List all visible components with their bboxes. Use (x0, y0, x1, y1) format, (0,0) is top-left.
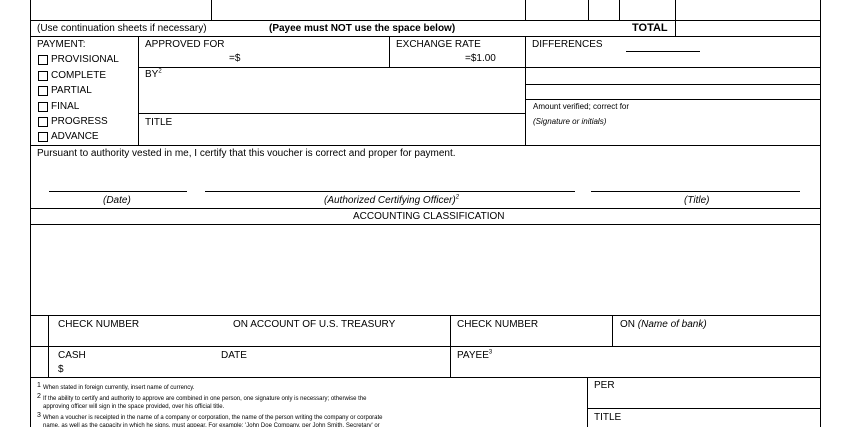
approval-title-label: TITLE (145, 117, 173, 128)
progress-checkbox[interactable] (38, 117, 48, 127)
check-divider (612, 315, 613, 347)
partial-label: PARTIAL (51, 85, 92, 96)
rule (30, 36, 821, 37)
complete-label: COMPLETE (51, 70, 107, 81)
signature-label: (Signature or initials) (533, 117, 607, 126)
exchange-rate-value: =$1.00 (465, 53, 496, 64)
rule (525, 84, 821, 85)
date-field[interactable] (49, 191, 187, 192)
frame-right (820, 0, 821, 427)
footnote-2a: If the ability to certify and authority to approve are combined in one person, one signature only is necessary; otherwise the (43, 396, 367, 402)
top-divider (525, 0, 526, 20)
cash-dollar: $ (58, 364, 64, 375)
rule (30, 377, 821, 378)
by-label: $BY^2$ (145, 68, 162, 80)
rule (138, 113, 526, 114)
title-field[interactable] (591, 191, 800, 192)
partial-checkbox[interactable] (38, 86, 48, 96)
check-number-label: CHECK NUMBER (58, 319, 140, 330)
payment-label: PAYMENT: (37, 39, 86, 50)
footnote-1-number: 1 (37, 382, 41, 389)
footnote-3a: When a voucher is receipted in the name of a company or corporation, the name of the person writing the company or corporate (43, 415, 383, 421)
total-field[interactable] (626, 51, 700, 52)
check-number-label-2: CHECK NUMBER (457, 319, 539, 330)
total-label: TOTAL (632, 22, 668, 34)
approved-for-label: APPROVED FOR (145, 39, 225, 50)
footnote-1: When stated in foreign currently, insert name of currency. (43, 385, 195, 391)
provisional-checkbox[interactable] (38, 55, 48, 65)
final-checkbox[interactable] (38, 102, 48, 112)
officer-caption: (Authorized Certifying Officer)$^2$ (324, 194, 460, 206)
approved-amount: =$ (229, 53, 241, 64)
rule (30, 315, 821, 316)
rule (587, 408, 821, 409)
col-divider (525, 36, 526, 145)
officer-field[interactable] (205, 191, 575, 192)
total-divider (675, 20, 676, 37)
exchange-rate-label: EXCHANGE RATE (396, 39, 481, 50)
per-title-label: TITLE (594, 412, 622, 423)
top-divider (211, 0, 212, 20)
continuation-note: (Use continuation sheets if necessary) (37, 23, 207, 34)
payee-note: (Payee must NOT use the space below) (269, 23, 456, 34)
rule (525, 67, 821, 68)
payee-label: PAYEE$^3$ (457, 349, 493, 361)
cash-label: CASH (58, 350, 86, 361)
top-divider (588, 0, 589, 20)
rule (30, 224, 821, 225)
bank-label: ON (Name of bank) (620, 319, 707, 330)
rule (30, 346, 821, 347)
advance-label: ADVANCE (51, 131, 99, 142)
provisional-label: PROVISIONAL (51, 54, 119, 65)
title-caption: (Title) (684, 195, 710, 206)
footnote-2-number: 2 (37, 393, 41, 400)
rule (525, 99, 821, 100)
per-label: PER (594, 380, 615, 391)
rule (138, 67, 526, 68)
certification-text: Pursuant to authority vested in me, I certify that this voucher is correct and proper for payment. (37, 148, 456, 159)
top-divider (675, 0, 676, 20)
date-caption: (Date) (103, 195, 131, 206)
differences-label: DIFFERENCES (532, 39, 603, 50)
rule (30, 20, 821, 21)
date-label: DATE (221, 350, 247, 361)
complete-checkbox[interactable] (38, 71, 48, 81)
per-divider (587, 377, 588, 427)
frame-left (30, 0, 31, 427)
col-divider (138, 36, 139, 145)
advance-checkbox[interactable] (38, 132, 48, 142)
amount-verified-label: Amount verified; correct for (533, 102, 630, 111)
top-divider (619, 0, 620, 20)
footnote-3-number: 3 (37, 412, 41, 419)
footnote-2b: approving officer will sign in the space provided, over his official title. (43, 404, 225, 410)
footnote-3b: name, as well as the capacity in which he signs, must appear. For example: 'John Doe Company, per John Smith, Secretary' or (43, 423, 380, 427)
treasury-label: ON ACCOUNT OF U.S. TREASURY (233, 319, 396, 330)
progress-label: PROGRESS (51, 116, 108, 127)
rule (30, 145, 821, 146)
col-divider (389, 36, 390, 67)
accounting-label: ACCOUNTING CLASSIFICATION (353, 211, 505, 222)
rule (30, 208, 821, 209)
final-label: FINAL (51, 101, 80, 112)
